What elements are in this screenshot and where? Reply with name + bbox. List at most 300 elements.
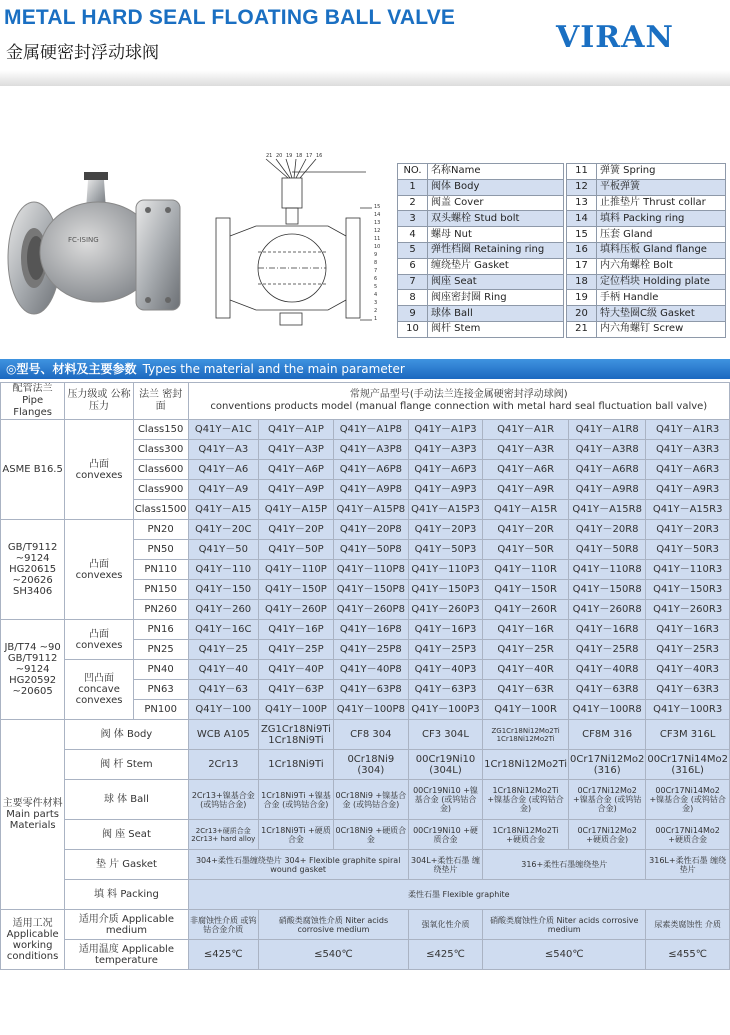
model-number: Q41Y－A3 — [188, 440, 258, 460]
model-number: Q41Y－63 — [188, 680, 258, 700]
condition-value: 硝酸类腐蚀性介质 Niter acids corrosive medium — [483, 910, 646, 940]
model-number: Q41Y－A1R — [483, 420, 569, 440]
model-number: Q41Y－260P3 — [408, 600, 482, 620]
parts-row — [567, 242, 726, 258]
callout-21: 21 — [266, 153, 273, 159]
pressure-class: Class150 — [133, 420, 188, 440]
model-number: Q41Y－A1R8 — [569, 420, 646, 440]
material-value: 0Cr17Ni12Mo2 +硬质合金) — [569, 820, 646, 850]
parts-row — [567, 227, 726, 243]
part-number: NO. — [398, 164, 428, 180]
model-number: Q41Y－25P3 — [408, 640, 482, 660]
material-value: 1Cr18Ni12Mo2Ti — [483, 750, 569, 780]
model-number: Q41Y－63P3 — [408, 680, 482, 700]
part-name: 手柄 Handle — [597, 290, 726, 306]
model-table — [0, 382, 730, 970]
model-number: Q41Y－A1P8 — [333, 420, 408, 440]
model-number: Q41Y－A15 — [188, 500, 258, 520]
material-value: ZG1Cr18Ni9Ti 1Cr18Ni9Ti — [259, 720, 334, 750]
model-number: Q41Y－A1P3 — [408, 420, 482, 440]
pressure-class: PN50 — [133, 540, 188, 560]
material-value: 00Cr17Ni14Mo2 +硬质合金 — [646, 820, 730, 850]
model-number: Q41Y－20P3 — [408, 520, 482, 540]
model-number: Q41Y－40P — [259, 660, 334, 680]
callout-4: 4 — [374, 292, 378, 298]
part-number: 10 — [398, 321, 428, 337]
table-row — [1, 720, 730, 750]
condition-value: 尿素类腐蚀性 介质 — [646, 910, 730, 940]
parts-row — [398, 179, 564, 195]
model-number: Q41Y－110P — [259, 560, 334, 580]
part-number: 17 — [567, 258, 597, 274]
part-number: 16 — [567, 242, 597, 258]
material-part-name: 阀 体 Body — [65, 720, 188, 750]
parts-row — [567, 211, 726, 227]
pressure-class: PN40 — [133, 660, 188, 680]
part-name: 阀座密封圈 Ring — [428, 290, 564, 306]
flange-standard: GB/T9112 ~9124 HG20615 ~20626 SH3406 — [1, 520, 65, 620]
table-row — [1, 820, 730, 850]
model-number: Q41Y－63R8 — [569, 680, 646, 700]
parts-row — [398, 164, 564, 180]
callout-8: 8 — [374, 260, 378, 266]
header-flange-face: 法兰 密封面 — [133, 383, 188, 420]
condition-value: ≤540℃ — [259, 940, 409, 970]
material-value: 00Cr19Ni10 +镍基合金 (或钨钴合金) — [408, 780, 482, 820]
part-name: 名称Name — [428, 164, 564, 180]
model-number: Q41Y－50R — [483, 540, 569, 560]
table-row — [1, 880, 730, 910]
model-number: Q41Y－63P8 — [333, 680, 408, 700]
parts-list-right — [566, 163, 726, 338]
model-number: Q41Y－150R8 — [569, 580, 646, 600]
model-number: Q41Y－150 — [188, 580, 258, 600]
material-part-name: 填 料 Packing — [65, 880, 188, 910]
part-number: 6 — [398, 258, 428, 274]
parts-row — [398, 290, 564, 306]
model-number: Q41Y－A3R8 — [569, 440, 646, 460]
material-value: 304+柔性石墨缠绕垫片 304+ Flexible graphite spiral wound gasket — [188, 850, 408, 880]
part-number: 8 — [398, 290, 428, 306]
parts-row — [398, 195, 564, 211]
model-number: Q41Y－A9P3 — [408, 480, 482, 500]
pressure-class: Class300 — [133, 440, 188, 460]
parts-row — [398, 258, 564, 274]
model-number: Q41Y－260R3 — [646, 600, 730, 620]
model-number: Q41Y－16R3 — [646, 620, 730, 640]
material-value: 1Cr18Ni9Ti +镍基合金 (或钨钴合金) — [259, 780, 334, 820]
model-number: Q41Y－40 — [188, 660, 258, 680]
parts-row — [567, 321, 726, 337]
flange-standard: ASME B16.5 — [1, 420, 65, 520]
model-number: Q41Y－50R8 — [569, 540, 646, 560]
model-number: Q41Y－A6P8 — [333, 460, 408, 480]
header-pipe-flanges: 配管法兰 Pipe Flanges — [1, 383, 65, 420]
drawing-callouts-top — [266, 153, 322, 159]
table-row — [1, 750, 730, 780]
table-row — [1, 850, 730, 880]
model-number: Q41Y－A9P8 — [333, 480, 408, 500]
part-number: 19 — [567, 290, 597, 306]
model-number: Q41Y－A9R — [483, 480, 569, 500]
model-number: Q41Y－20P8 — [333, 520, 408, 540]
header-band — [0, 70, 730, 86]
part-number: 18 — [567, 274, 597, 290]
model-number: Q41Y－A9 — [188, 480, 258, 500]
pressure-class: PN25 — [133, 640, 188, 660]
material-value: 316L+柔性石墨 缠绕垫片 — [646, 850, 730, 880]
material-value: 0Cr18Ni9 +镍基合金 (或钨钴合金) — [333, 780, 408, 820]
material-part-name: 垫 片 Gasket — [65, 850, 188, 880]
table-row — [1, 940, 730, 970]
parts-row — [567, 290, 726, 306]
casting-mark: FC-ISING — [68, 236, 99, 244]
part-number: 20 — [567, 306, 597, 322]
header-products-cn: 常规产品型号(手动法兰连接金属硬密封浮动球阀) — [349, 389, 568, 400]
model-number: Q41Y－20P — [259, 520, 334, 540]
model-number: Q41Y－110R8 — [569, 560, 646, 580]
parts-list-left — [397, 163, 564, 338]
model-number: Q41Y－63R3 — [646, 680, 730, 700]
model-number: Q41Y－50P8 — [333, 540, 408, 560]
parts-row — [398, 306, 564, 322]
flange-standard: JB/T74 ~90 GB/T9112 ~9124 HG20592 ~20605 — [1, 620, 65, 720]
part-name: 弹性档圈 Retaining ring — [428, 242, 564, 258]
flange-face: 凸面 convexes — [65, 420, 134, 520]
material-value: 柔性石墨 Flexible graphite — [188, 880, 729, 910]
model-number: Q41Y－260R — [483, 600, 569, 620]
callout-18: 18 — [296, 153, 303, 159]
pressure-class: PN110 — [133, 560, 188, 580]
model-number: Q41Y－110P3 — [408, 560, 482, 580]
model-number: Q41Y－260P — [259, 600, 334, 620]
model-number: Q41Y－40P8 — [333, 660, 408, 680]
callout-10: 10 — [374, 244, 381, 250]
material-value: 00Cr19Ni10 +硬质合金 — [408, 820, 482, 850]
model-number: Q41Y－A3R — [483, 440, 569, 460]
pressure-class: PN16 — [133, 620, 188, 640]
material-value: 0Cr18Ni9 (304) — [333, 750, 408, 780]
parts-row — [398, 321, 564, 337]
material-value: 00Cr17Ni14Mo2 (316L) — [646, 750, 730, 780]
material-value: 2Cr13+镍基合金 (或钨钴合金) — [188, 780, 258, 820]
header-title: METAL HARD SEAL FLOATING BALL VALVE — [4, 6, 456, 29]
parts-row — [567, 306, 726, 322]
callout-20: 20 — [276, 153, 283, 159]
callout-19: 19 — [286, 153, 293, 159]
callout-7: 7 — [374, 268, 378, 274]
condition-value: ≤425℃ — [408, 940, 482, 970]
model-number: Q41Y－A6P — [259, 460, 334, 480]
model-number: Q41Y－260R8 — [569, 600, 646, 620]
callout-1: 1 — [374, 316, 378, 322]
part-name: 双头螺栓 Stud bolt — [428, 211, 564, 227]
brand-logo: VIRAN — [556, 20, 674, 55]
flange-face: 凹凸面 concave convexes — [65, 660, 134, 720]
model-number: Q41Y－16P8 — [333, 620, 408, 640]
model-number: Q41Y－150R — [483, 580, 569, 600]
model-number: Q41Y－50R3 — [646, 540, 730, 560]
part-name: 缠绕垫片 Gasket — [428, 258, 564, 274]
model-number: Q41Y－100R8 — [569, 700, 646, 720]
model-number: Q41Y－A15R — [483, 500, 569, 520]
table-row — [1, 520, 730, 540]
model-number: Q41Y－A15P — [259, 500, 334, 520]
model-number: Q41Y－16C — [188, 620, 258, 640]
model-number: Q41Y－110R3 — [646, 560, 730, 580]
material-value: ZG1Cr18Ni12Mo2Ti 1Cr18Ni12Mo2Ti — [483, 720, 569, 750]
callout-5: 5 — [374, 284, 378, 290]
part-number: 7 — [398, 274, 428, 290]
valve-photo — [6, 170, 186, 320]
material-value: CF8 304 — [333, 720, 408, 750]
model-number: Q41Y－A9R3 — [646, 480, 730, 500]
model-number: Q41Y－100R — [483, 700, 569, 720]
callout-3: 3 — [374, 300, 378, 306]
model-number: Q41Y－A15R8 — [569, 500, 646, 520]
model-number: Q41Y－150R3 — [646, 580, 730, 600]
part-name: 内六角螺栓 Bolt — [597, 258, 726, 274]
part-name: 填料压板 Gland flange — [597, 242, 726, 258]
material-value: 2Cr13 — [188, 750, 258, 780]
table-row — [1, 620, 730, 640]
condition-name: 适用介质 Applicable medium — [65, 910, 188, 940]
callout-15: 15 — [374, 204, 381, 210]
part-name: 压套 Gland — [597, 227, 726, 243]
model-number: Q41Y－50P3 — [408, 540, 482, 560]
model-number: Q41Y－20C — [188, 520, 258, 540]
valve-section-drawing — [196, 148, 388, 340]
model-number: Q41Y－25P — [259, 640, 334, 660]
callout-17: 17 — [306, 153, 313, 159]
parts-row — [398, 211, 564, 227]
part-name: 球体 Ball — [428, 306, 564, 322]
condition-value: 强氧化性介质 — [408, 910, 482, 940]
parts-row — [567, 195, 726, 211]
callout-12: 12 — [374, 228, 381, 234]
part-name: 阀体 Body — [428, 179, 564, 195]
table-row — [1, 420, 730, 440]
material-value: 0Cr17Ni12Mo2 (316) — [569, 750, 646, 780]
pressure-class: Class600 — [133, 460, 188, 480]
pressure-class: Class900 — [133, 480, 188, 500]
model-number: Q41Y－A15P8 — [333, 500, 408, 520]
part-name: 止推垫片 Thrust collar — [597, 195, 726, 211]
material-value: CF3 304L — [408, 720, 482, 750]
condition-value: ≤425℃ — [188, 940, 258, 970]
parts-row — [567, 164, 726, 180]
part-number: 5 — [398, 242, 428, 258]
part-number: 21 — [567, 321, 597, 337]
model-number: Q41Y－110P8 — [333, 560, 408, 580]
model-number: Q41Y－16R8 — [569, 620, 646, 640]
model-number: Q41Y－63R — [483, 680, 569, 700]
model-number: Q41Y－40R3 — [646, 660, 730, 680]
pressure-class: Class1500 — [133, 500, 188, 520]
model-number: Q41Y－A6 — [188, 460, 258, 480]
model-number: Q41Y－A9R8 — [569, 480, 646, 500]
callout-13: 13 — [374, 220, 381, 226]
model-number: Q41Y－100P — [259, 700, 334, 720]
parts-row — [398, 274, 564, 290]
material-part-name: 阀 杆 Stem — [65, 750, 188, 780]
part-name: 定位档块 Holding plate — [597, 274, 726, 290]
part-number: 3 — [398, 211, 428, 227]
model-number: Q41Y－40R8 — [569, 660, 646, 680]
material-value: 304L+柔性石墨 缠绕垫片 — [408, 850, 482, 880]
material-value: 316+柔性石墨缠绕垫片 — [483, 850, 646, 880]
model-number: Q41Y－20R8 — [569, 520, 646, 540]
material-value: 1Cr18Ni12Mo2Ti +镍基合金 (或钨钴合金) — [483, 780, 569, 820]
material-value: CF3M 316L — [646, 720, 730, 750]
model-number: Q41Y－50 — [188, 540, 258, 560]
parts-row — [567, 258, 726, 274]
parts-row — [567, 179, 726, 195]
model-number: Q41Y－100P8 — [333, 700, 408, 720]
model-number: Q41Y－20R3 — [646, 520, 730, 540]
part-name: 阀杆 Stem — [428, 321, 564, 337]
header-products — [188, 383, 729, 420]
section-title-cn: ◎型号、材料及主要参数 — [6, 362, 137, 376]
pressure-class: PN63 — [133, 680, 188, 700]
model-number: Q41Y－25P8 — [333, 640, 408, 660]
part-name: 平板弹簧 — [597, 179, 726, 195]
part-name: 弹簧 Spring — [597, 164, 726, 180]
part-name: 螺母 Nut — [428, 227, 564, 243]
model-number: Q41Y－A3P8 — [333, 440, 408, 460]
material-value: WCB A105 — [188, 720, 258, 750]
conditions-label: 适用工况 Applicable working conditions — [1, 910, 65, 970]
section-header — [0, 359, 730, 379]
condition-value: ≤540℃ — [483, 940, 646, 970]
material-part-name: 球 体 Ball — [65, 780, 188, 820]
model-number: Q41Y－20R — [483, 520, 569, 540]
model-number: Q41Y－40P3 — [408, 660, 482, 680]
model-number: Q41Y－150P — [259, 580, 334, 600]
condition-value: 非腐蚀性介质 或钨钴合金介质 — [188, 910, 258, 940]
model-number: Q41Y－100 — [188, 700, 258, 720]
callout-16: 16 — [316, 153, 323, 159]
model-number: Q41Y－A6R3 — [646, 460, 730, 480]
material-value: 0Cr18Ni9 +硬质合金 — [333, 820, 408, 850]
model-number: Q41Y－A3R3 — [646, 440, 730, 460]
model-number: Q41Y－25R3 — [646, 640, 730, 660]
model-number: Q41Y－100P3 — [408, 700, 482, 720]
model-number: Q41Y－16P — [259, 620, 334, 640]
model-number: Q41Y－A6R8 — [569, 460, 646, 480]
callout-2: 2 — [374, 308, 378, 314]
model-number: Q41Y－25R — [483, 640, 569, 660]
part-name: 阀座 Seat — [428, 274, 564, 290]
model-number: Q41Y－150P3 — [408, 580, 482, 600]
model-number: Q41Y－A3P — [259, 440, 334, 460]
part-number: 1 — [398, 179, 428, 195]
model-number: Q41Y－50P — [259, 540, 334, 560]
model-number: Q41Y－A15P3 — [408, 500, 482, 520]
part-name: 特大垫圈C级 Gasket — [597, 306, 726, 322]
pressure-class: PN20 — [133, 520, 188, 540]
header-subtitle: 金属硬密封浮动球阀 — [6, 43, 159, 63]
material-value: 0Cr17Ni12Mo2 +镍基合金 (或钨钴合金) — [569, 780, 646, 820]
model-number: Q41Y－A6R — [483, 460, 569, 480]
pressure-class: PN260 — [133, 600, 188, 620]
model-number: Q41Y－A3P3 — [408, 440, 482, 460]
part-number: 14 — [567, 211, 597, 227]
header-pressure: 压力级或 公称压力 — [65, 383, 134, 420]
callout-9: 9 — [374, 252, 378, 258]
material-value: 00Cr19Ni10 (304L) — [408, 750, 482, 780]
model-number: Q41Y－63P — [259, 680, 334, 700]
flange-face: 凸面 convexes — [65, 620, 134, 660]
callout-6: 6 — [374, 276, 378, 282]
material-value: 00Cr17Ni14Mo2 +镍基合金 (或钨钴合金) — [646, 780, 730, 820]
model-number: Q41Y－110R — [483, 560, 569, 580]
part-number: 13 — [567, 195, 597, 211]
materials-label: 主要零件材料 Main parts Materials — [1, 720, 65, 910]
section-title-en: Types the material and the main parameter — [142, 362, 405, 376]
model-number: Q41Y－40R — [483, 660, 569, 680]
model-number: Q41Y－25R8 — [569, 640, 646, 660]
model-number: Q41Y－A1R3 — [646, 420, 730, 440]
material-value: 1Cr18Ni9Ti — [259, 750, 334, 780]
part-number: 4 — [398, 227, 428, 243]
table-row — [1, 383, 730, 420]
part-number: 9 — [398, 306, 428, 322]
model-number: Q41Y－110 — [188, 560, 258, 580]
model-number: Q41Y－150P8 — [333, 580, 408, 600]
material-value: 1Cr18Ni9Ti +硬质合金 — [259, 820, 334, 850]
part-name: 填料 Packing ring — [597, 211, 726, 227]
model-number: Q41Y－A15R3 — [646, 500, 730, 520]
drawing-callouts-right — [374, 204, 380, 322]
table-row — [1, 660, 730, 680]
model-number: Q41Y－A9P — [259, 480, 334, 500]
material-value: CF8M 316 — [569, 720, 646, 750]
model-number: Q41Y－A1C — [188, 420, 258, 440]
model-number: Q41Y－25 — [188, 640, 258, 660]
model-number: Q41Y－260 — [188, 600, 258, 620]
model-number: Q41Y－100R3 — [646, 700, 730, 720]
model-number: Q41Y－16P3 — [408, 620, 482, 640]
callout-14: 14 — [374, 212, 381, 218]
part-number: 2 — [398, 195, 428, 211]
material-value: 1Cr18Ni12Mo2Ti +硬质合金 — [483, 820, 569, 850]
model-number: Q41Y－A6P3 — [408, 460, 482, 480]
table-row — [1, 910, 730, 940]
part-name: 阀盖 Cover — [428, 195, 564, 211]
pressure-class: PN150 — [133, 580, 188, 600]
parts-row — [398, 227, 564, 243]
model-number: Q41Y－260P8 — [333, 600, 408, 620]
flange-face: 凸面 convexes — [65, 520, 134, 620]
condition-value: 硝酸类腐蚀性介质 Niter acids corrosive medium — [259, 910, 409, 940]
model-number: Q41Y－A1P — [259, 420, 334, 440]
part-number: 12 — [567, 179, 597, 195]
parts-row — [398, 242, 564, 258]
part-number: 11 — [567, 164, 597, 180]
part-number: 15 — [567, 227, 597, 243]
part-name: 内六角螺钉 Screw — [597, 321, 726, 337]
table-row — [1, 780, 730, 820]
condition-value: ≤455℃ — [646, 940, 730, 970]
model-number: Q41Y－16R — [483, 620, 569, 640]
header-products-en: conventions products model (manual flange connection with metal hard seal fluctuation ball valve) — [210, 401, 708, 412]
pressure-class: PN100 — [133, 700, 188, 720]
material-part-name: 阀 座 Seat — [65, 820, 188, 850]
callout-11: 11 — [374, 236, 381, 242]
condition-name: 适用温度 Applicable temperature — [65, 940, 188, 970]
material-value: 2Cr13+硬质合金 2Cr13+ hard alloy — [188, 820, 258, 850]
